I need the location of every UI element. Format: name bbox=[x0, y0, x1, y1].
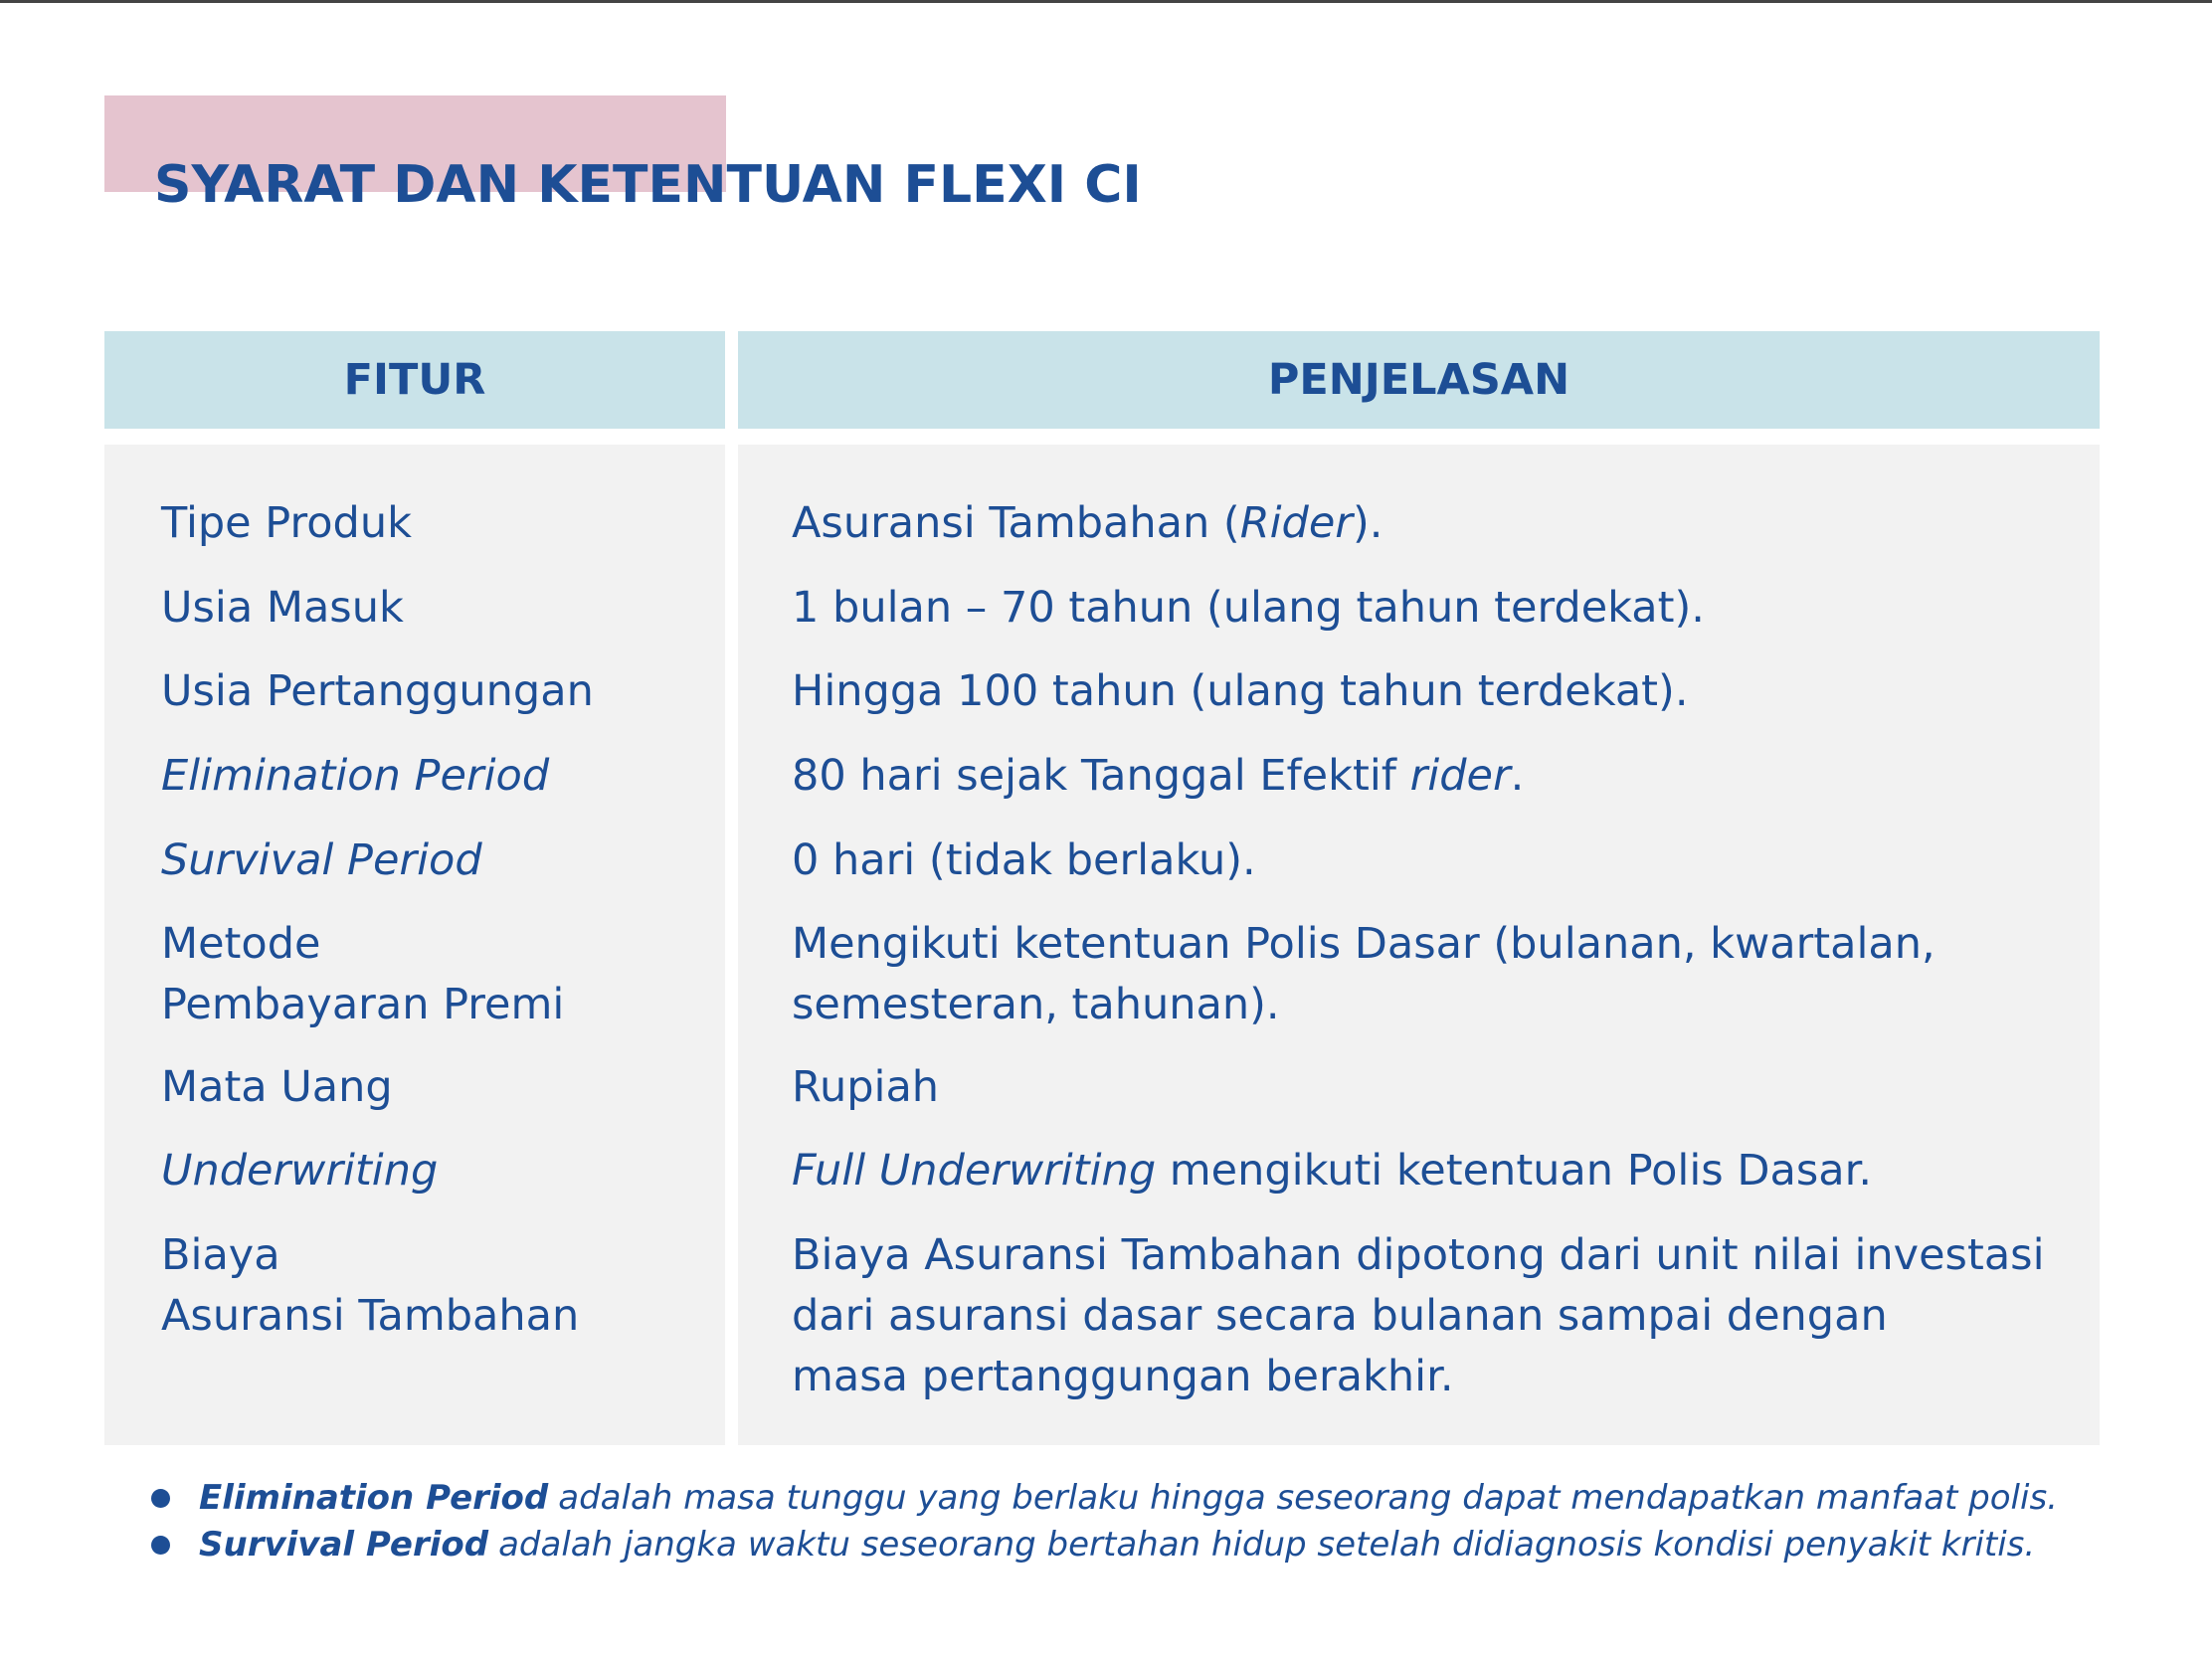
feature-cell bbox=[161, 914, 564, 1035]
feature-cell bbox=[161, 1141, 438, 1201]
footnotes bbox=[151, 1475, 2058, 1568]
description-text: 1 bulan – 70 tahun (ulang tahun terdekat). bbox=[792, 583, 1705, 633]
feature-label: Biaya bbox=[161, 1230, 280, 1280]
feature-label: Usia Masuk bbox=[161, 583, 404, 633]
feature-label: Mata Uang bbox=[161, 1062, 393, 1112]
footnote-item bbox=[151, 1475, 2058, 1522]
description-text: 80 hari sejak Tanggal Efektif bbox=[792, 751, 1410, 801]
description-text: dari asuransi dasar secara bulanan sampai dengan bbox=[792, 1291, 1888, 1341]
top-rule bbox=[0, 0, 2212, 3]
footnote-text: adalah masa tunggu yang berlaku hingga seseorang dapat mendapatkan manfaat polis. bbox=[558, 1478, 2058, 1518]
description-text: Biaya Asuransi Tambahan dipotong dari unit nilai investasi bbox=[792, 1230, 2045, 1280]
description-cell bbox=[792, 661, 1689, 722]
description-cell bbox=[792, 493, 1382, 554]
description-cell bbox=[792, 578, 1705, 639]
feature-label: Pembayaran Premi bbox=[161, 980, 565, 1029]
feature-cell bbox=[161, 830, 482, 891]
description-italic-text: Full Underwriting bbox=[792, 1146, 1157, 1196]
description-text: semesteran, tahunan). bbox=[792, 980, 1280, 1029]
footnote-term: Survival Period bbox=[199, 1525, 489, 1565]
footnote-item bbox=[151, 1522, 2058, 1568]
feature-cell bbox=[161, 578, 404, 639]
feature-label: Metode bbox=[161, 919, 321, 969]
feature-cell bbox=[161, 493, 412, 554]
feature-label: Tipe Produk bbox=[161, 498, 412, 548]
feature-label: Asuransi Tambahan bbox=[161, 1291, 580, 1341]
footnote-text: adalah jangka waktu seseorang bertahan hidup setelah didiagnosis kondisi penyakit kritis. bbox=[498, 1525, 2036, 1565]
feature-label: Underwriting bbox=[161, 1146, 439, 1196]
description-text: Asuransi Tambahan ( bbox=[792, 498, 1240, 548]
description-text: Mengikuti ketentuan Polis Dasar (bulanan, kwartalan, bbox=[792, 919, 1936, 969]
description-cell bbox=[792, 914, 1936, 1035]
description-text: mengikuti ketentuan Polis Dasar. bbox=[1156, 1146, 1872, 1196]
description-text: 0 hari (tidak berlaku). bbox=[792, 835, 1256, 885]
description-cell bbox=[792, 1057, 939, 1118]
description-cell bbox=[792, 1141, 1872, 1201]
feature-label: Elimination Period bbox=[161, 751, 550, 801]
description-text: masa pertanggungan berakhir. bbox=[792, 1352, 1454, 1401]
description-italic-text: Rider bbox=[1239, 498, 1353, 548]
feature-cell bbox=[161, 1225, 579, 1347]
description-cell bbox=[792, 1225, 2045, 1407]
description-cell bbox=[792, 746, 1524, 807]
description-text: ). bbox=[1352, 498, 1383, 548]
description-text: Hingga 100 tahun (ulang tahun terdekat). bbox=[792, 666, 1689, 716]
feature-cell bbox=[161, 1057, 393, 1118]
description-text: Rupiah bbox=[792, 1062, 940, 1112]
table-header-fitur: FITUR bbox=[104, 331, 725, 429]
description-italic-text: rider bbox=[1409, 751, 1511, 801]
bullet-icon bbox=[151, 1536, 170, 1555]
description-cell bbox=[792, 830, 1256, 891]
feature-cell bbox=[161, 661, 594, 722]
description-text: . bbox=[1510, 751, 1525, 801]
feature-label: Survival Period bbox=[161, 835, 482, 885]
feature-label: Usia Pertanggungan bbox=[161, 666, 594, 716]
feature-cell bbox=[161, 746, 549, 807]
table-header-penjelasan: PENJELASAN bbox=[738, 331, 2100, 429]
footnote-term: Elimination Period bbox=[199, 1478, 549, 1518]
bullet-icon bbox=[151, 1489, 170, 1508]
page-title: SYARAT DAN KETENTUAN FLEXI CI bbox=[154, 155, 1142, 215]
